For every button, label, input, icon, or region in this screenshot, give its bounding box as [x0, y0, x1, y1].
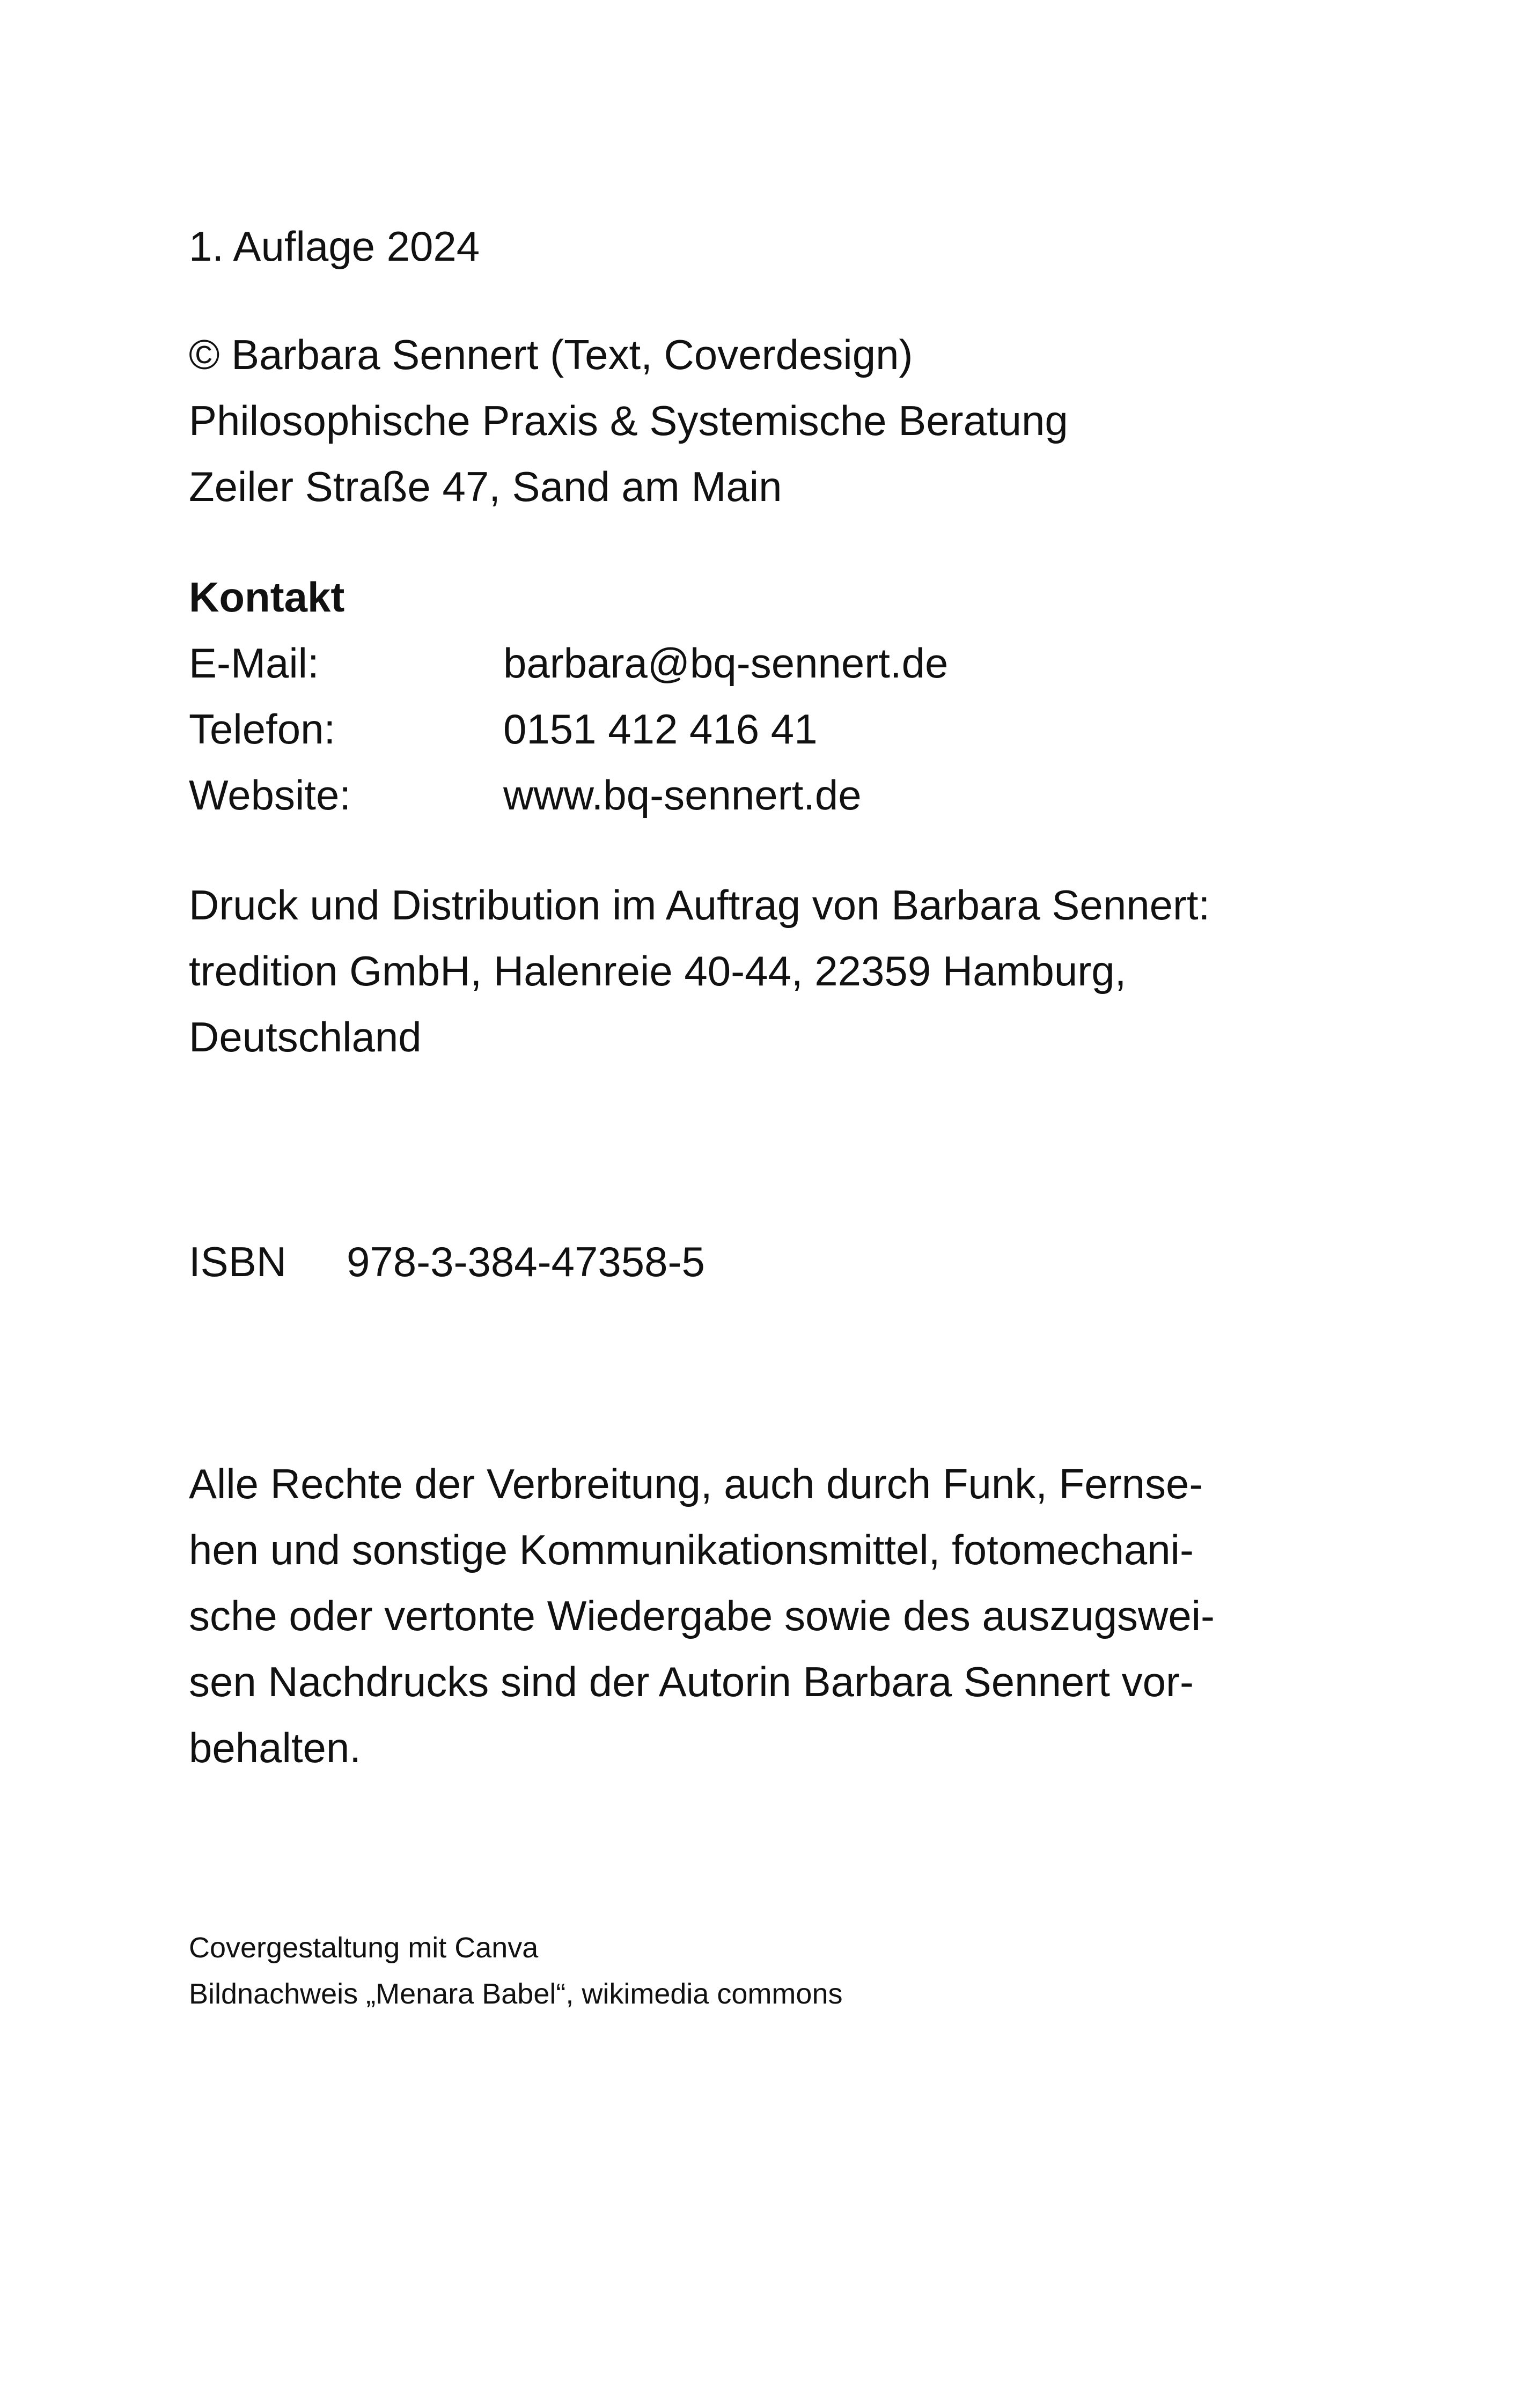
isbn-label: ISBN — [189, 1238, 287, 1285]
contact-heading: Kontakt — [189, 573, 345, 621]
credits-line: Bildnachweis „Menara Babel“, wikimedia commons — [189, 1978, 843, 2010]
website-value: www.bq-sennert.de — [503, 771, 862, 819]
rights-line: sche oder vertonte Wiedergabe sowie des auszugswei- — [189, 1592, 1215, 1639]
publisher-address: Zeiler Straße 47, Sand am Main — [189, 463, 782, 510]
rights-line: hen und sonstige Kommunikationsmittel, fotomechani- — [189, 1526, 1194, 1573]
rights-line: behalten. — [189, 1724, 361, 1771]
rights-line: sen Nachdrucks sind der Autorin Barbara Sennert vor- — [189, 1658, 1194, 1705]
email-value: barbara@bq-sennert.de — [503, 639, 949, 687]
phone-value: 0151 412 416 41 — [503, 705, 818, 753]
publisher-name: Philosophische Praxis & Systemische Beratung — [189, 397, 1068, 444]
copyright-line: © Barbara Sennert (Text, Coverdesign) — [189, 331, 913, 378]
distribution-line: tredition GmbH, Halenreie 40-44, 22359 Hamburg, — [189, 947, 1127, 995]
credits-line: Covergestaltung mit Canva — [189, 1932, 539, 1964]
edition-line: 1. Auflage 2024 — [189, 223, 480, 270]
rights-line: Alle Rechte der Verbreitung, auch durch Funk, Fernse- — [189, 1460, 1203, 1507]
distribution-line: Deutschland — [189, 1013, 422, 1061]
phone-label: Telefon: — [189, 705, 336, 753]
email-label: E-Mail: — [189, 639, 319, 687]
isbn-value: 978-3-384-47358-5 — [347, 1238, 705, 1285]
distribution-line: Druck und Distribution im Auftrag von Barbara Sennert: — [189, 881, 1210, 929]
website-label: Website: — [189, 771, 351, 819]
